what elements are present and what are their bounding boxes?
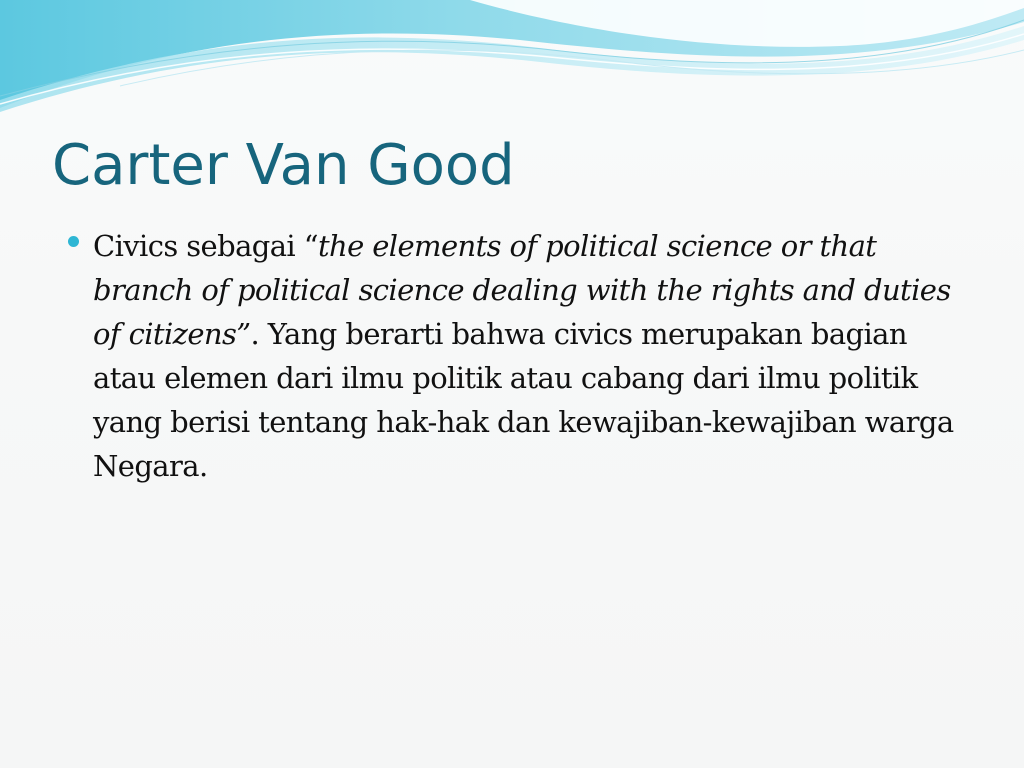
wave-header-decoration xyxy=(0,0,1024,120)
slide-title: Carter Van Good xyxy=(52,133,515,198)
bullet-quote-text: the elements of political science or that branch of political science dealing with the rights and duties of citizens xyxy=(93,229,951,351)
bullet-quote-close: ” xyxy=(236,317,251,351)
bullet-text xyxy=(93,224,964,488)
bullet-item xyxy=(64,224,964,488)
bullet-list xyxy=(64,224,964,488)
bullet-dot-icon xyxy=(68,236,79,247)
bullet-rest-text: . Yang berarti bahwa civics merupakan bagian atau elemen dari ilmu politik atau cabang dari ilmu politik yang berisi tentang hak-hak dan kewajiban-kewajiban warga Negara. xyxy=(93,317,954,483)
bullet-lead-text: Civics sebagai “ xyxy=(93,229,318,263)
